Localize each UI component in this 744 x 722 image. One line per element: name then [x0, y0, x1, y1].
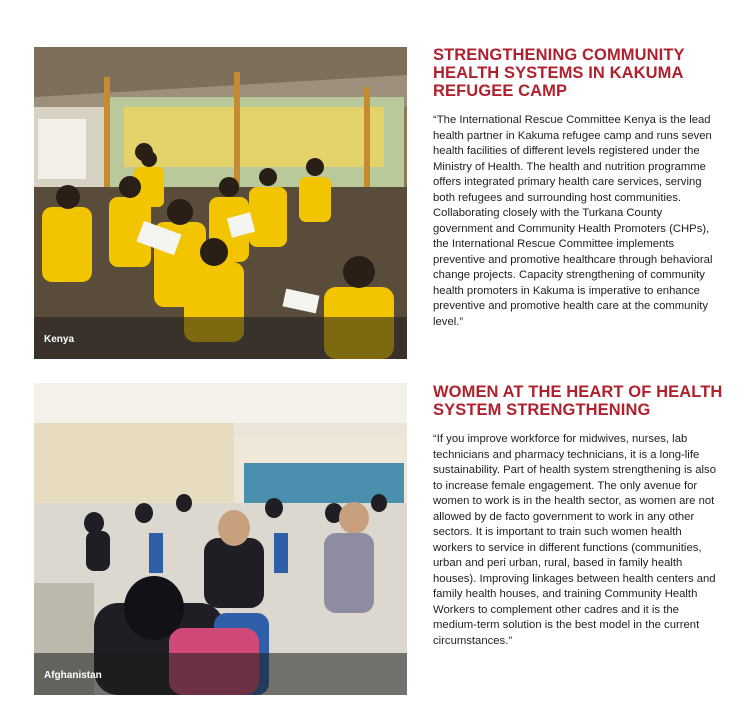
body-kakuma: “The International Rescue Committee Kenya is the lead health partner in Kakuma refugee camp and runs seven health facilities of different levels registered under the Ministry of Health. The health and nutrition programme offers integrated primary health care services, serving both refugees and surrounding host communities. Collaborating closely with the Turkana County government and Community Health Promoters (CHPs), the International Rescue Committee implements preventive and promotive healthcare through behavioral change projects. Capacity strengthening of community health promoters in Kakuma is imperative to enhance preventive and promotive health care at the community level.”: [433, 114, 713, 328]
body-women-health: “If you improve workforce for midwives, nurses, lab technicians and pharmacy technicians, it is a long-life sustainability. Part of health system strengthening is also to increase female engagement. The only avenue for women to work is in the health sector, as women are not allowed by de facto government to work in any other sectors. It is important to train such women health workers to service in different functions (communities, urban and peri urban, rural, based in family health houses). Improving linkages between health centers and family health houses, and training Community Health Workers to complement other cadres and it is the medium-term solution is the best model in the current circumstances.”: [433, 433, 716, 647]
headline-women-health: WOMEN AT THE HEART OF HEALTH SYSTEM STRENGTHENING: [433, 383, 723, 419]
article-women-health: [433, 383, 723, 649]
kenya-training-photo: [34, 47, 407, 359]
headline-kakuma: STRENGTHENING COMMUNITY HEALTH SYSTEMS IN KAKUMA REFUGEE CAMP: [433, 46, 685, 100]
afghanistan-training-photo: [34, 383, 407, 695]
photo-caption-afghanistan: Afghanistan: [44, 670, 102, 681]
kenya-photo-illustration: [34, 47, 407, 359]
article-kakuma: [433, 46, 723, 330]
afghanistan-photo-illustration: [34, 383, 407, 695]
caption-overlay: [34, 317, 407, 359]
photo-caption-kenya: Kenya: [44, 334, 75, 345]
